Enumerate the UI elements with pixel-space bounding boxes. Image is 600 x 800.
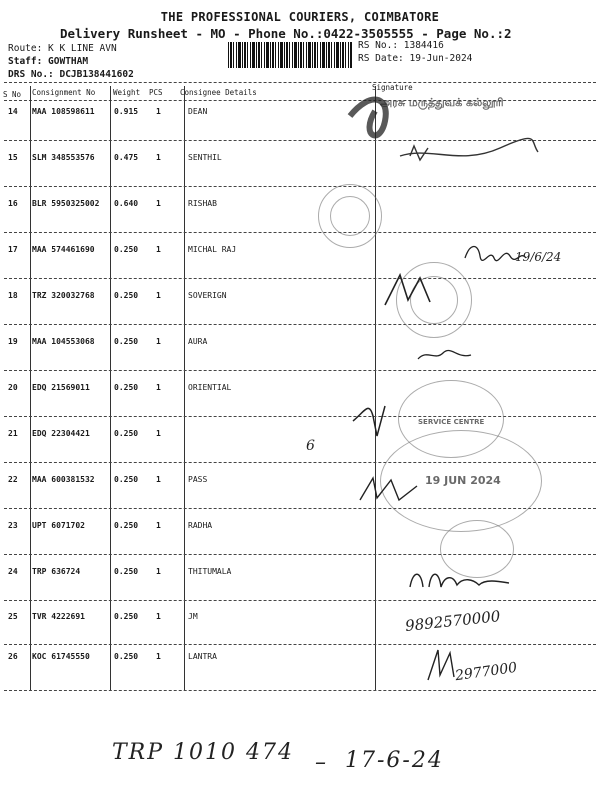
handwritten-phone-25: 9892570000 [404,607,502,635]
row-rule [4,324,596,325]
row-pcs: 1 [156,429,161,438]
row-consignment: MAA 574461690 [32,245,95,254]
table-row [0,607,600,653]
row-sno: 16 [8,199,18,208]
row-rule [4,232,596,233]
col-consignment: Consignment No [32,88,96,97]
row-sno: 24 [8,567,18,576]
row-consignee: RADHA [188,521,213,530]
row-consignment: EDQ 21569011 [32,383,90,392]
row-consignee: JM [188,612,198,621]
row-consignee: PASS [188,475,208,484]
row-sno: 15 [8,153,18,162]
row-sno: 19 [8,337,18,346]
signature-row-26 [420,645,460,685]
row-pcs: 1 [156,337,161,346]
row-consignment: MAA 108598611 [32,107,95,116]
row-sno: 17 [8,245,18,254]
row-sno: 20 [8,383,18,392]
row-pcs: 1 [156,475,161,484]
col-sno: S No [3,90,22,99]
row-consignment: KOC 61745550 [32,652,90,661]
row-sno: 26 [8,652,18,661]
row-rule [4,644,596,645]
col-weight: Weight [113,88,141,97]
signature-row-19 [415,345,475,365]
row-pcs: 1 [156,291,161,300]
rs-number: RS No.: 1384416 [358,40,444,51]
handwritten-date-17: 19/6/24 [515,250,562,264]
row-pcs: 1 [156,383,161,392]
row-consignment: MAA 600381532 [32,475,95,484]
signature-row-24 [405,565,515,595]
row-sno: 25 [8,612,18,621]
staff-label: Staff: GOWTHAM [8,56,89,67]
footer-handwritten-date: 17-6-24 [345,748,444,773]
row-pcs: 1 [156,107,161,116]
handwritten-mark-21: 6 [306,438,315,454]
row-pcs: 1 [156,567,161,576]
row-rule [4,600,596,601]
row-sno: 18 [8,291,18,300]
dean-stamp-text: அரசு மருத்துவக் கல்லூரி [380,96,504,109]
row-weight: 0.475 [114,153,139,162]
row-consignment: TRZ 320032768 [32,291,95,300]
row-consignment: TRP 636724 [32,567,81,576]
row-weight: 0.915 [114,107,139,116]
row-weight: 0.250 [114,475,139,484]
row-consignment: SLM 348553576 [32,153,95,162]
header-top-rule [4,82,596,83]
service-stamp-text: SERVICE CENTRE [418,418,485,426]
round-stamp-inner [330,196,370,236]
row-consignee: RISHAB [188,199,217,208]
row-weight: 0.250 [114,429,139,438]
row-pcs: 1 [156,652,161,661]
row-weight: 0.250 [114,567,139,576]
row-weight: 0.250 [114,383,139,392]
row-consignment: EDQ 22304421 [32,429,90,438]
row-rule [4,690,596,691]
route-label: Route: K K LINE AVN [8,43,117,54]
row-weight: 0.250 [114,652,139,661]
table-row [0,378,600,424]
row-sno: 21 [8,429,18,438]
footer-handwritten-note: TRP 1010 474 [112,740,295,765]
row-consignee: LANTRA [188,652,217,661]
col-pcs: PCS [149,88,163,97]
row-consignee: THITUMALA [188,567,232,576]
row-weight: 0.250 [114,612,139,621]
row-consignee: ORIENTIAL [188,383,232,392]
row-consignee: DEAN [188,107,208,116]
row-pcs: 1 [156,245,161,254]
row-rule [4,416,596,417]
row-consignee: SENTHIL [188,153,222,162]
row-consignment: BLR 5950325002 [32,199,100,208]
row-weight: 0.250 [114,521,139,530]
row-consignment: TVR 4222691 [32,612,85,621]
handwritten-phone-26: 2977000 [454,659,519,685]
row-pcs: 1 [156,153,161,162]
row-pcs: 1 [156,521,161,530]
row-sno: 14 [8,107,18,116]
rs-date: RS Date: 19-Jun-2024 [358,53,473,64]
table-row [0,332,600,378]
row-consignment: MAA 104553068 [32,337,95,346]
row-rule [4,370,596,371]
barcode [228,42,352,68]
row-weight: 0.640 [114,199,139,208]
footer-dash: – [315,750,326,775]
drs-number: DRS No.: DCJB138441602 [8,69,134,80]
row-sno: 22 [8,475,18,484]
row-rule [4,278,596,279]
col-consignee: Consignee Details [180,88,257,97]
table-row [0,286,600,332]
row-weight: 0.250 [114,291,139,300]
signature-row-18 [380,270,440,310]
date-stamp-text: 19 JUN 2024 [425,474,501,487]
row-consignee: MICHAL RAJ [188,245,237,254]
row-rule [4,186,596,187]
signature-row-22 [355,470,425,510]
row-weight: 0.250 [114,245,139,254]
document-subtitle: Delivery Runsheet - MO - Phone No.:0422-3505555 - Page No.:2 [60,26,512,41]
row-consignee: AURA [188,337,208,346]
row-consignee: SOVERIGN [188,291,227,300]
row-consignment: UPT 6071702 [32,521,85,530]
table-row [0,194,600,240]
col-signature: Signature [372,83,413,92]
row-pcs: 1 [156,199,161,208]
row-pcs: 1 [156,612,161,621]
row-weight: 0.250 [114,337,139,346]
document-title: THE PROFESSIONAL COURIERS, COIMBATORE [160,10,440,24]
signature-row-20 [345,396,405,446]
row-sno: 23 [8,521,18,530]
dean-stamp-scribble [340,86,540,176]
